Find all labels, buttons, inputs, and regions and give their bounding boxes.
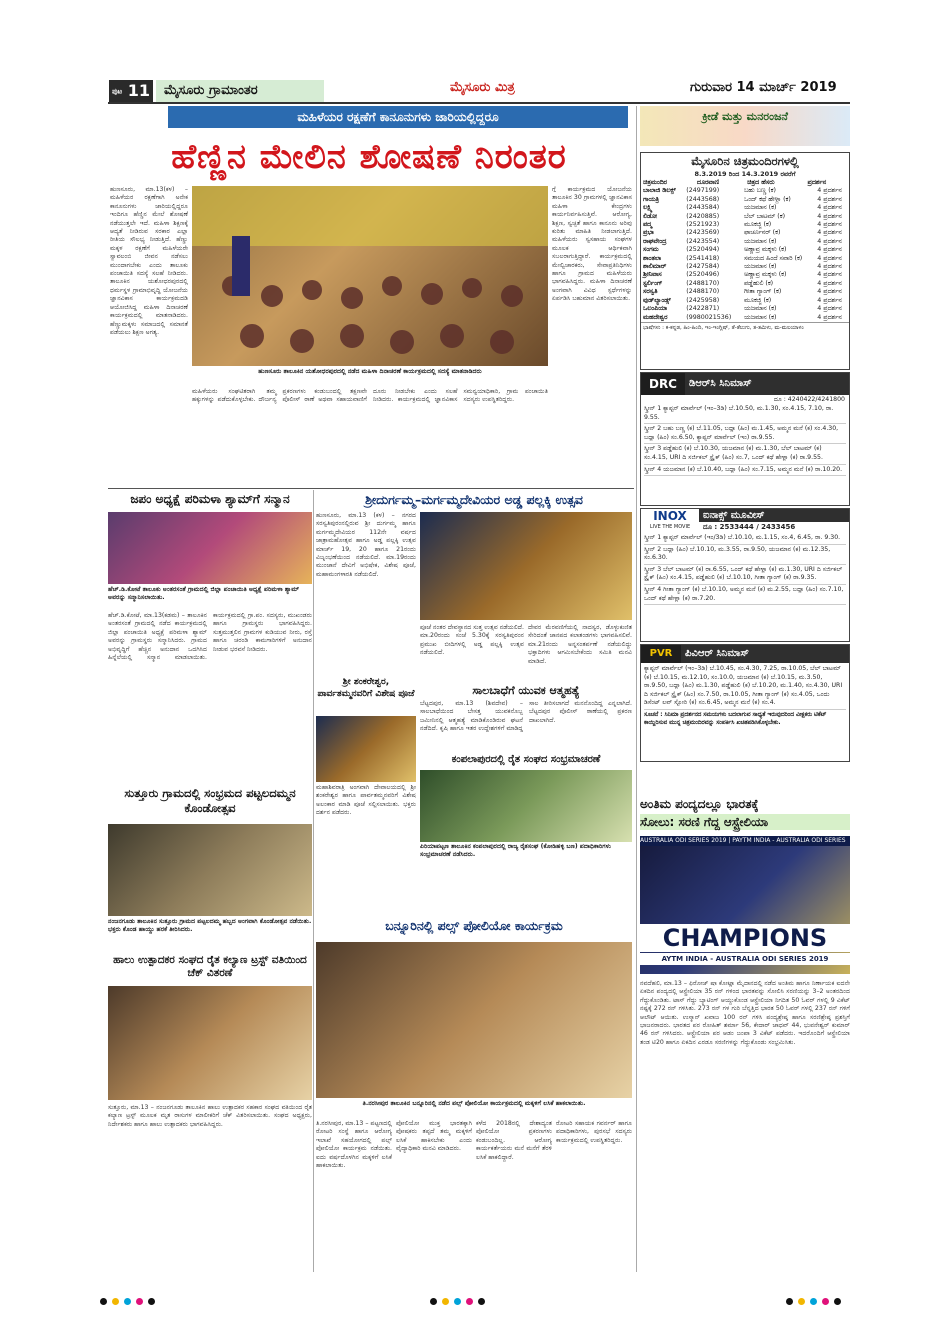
- sreedurgamma-body: ಹುಣಸೂರು, ಮಾ.13 (ಕಳ) – ನಗರದ ಸರಸ್ವತಿಪುರಂನಲ್ಲಿರುವ ಶ್ರೀ ದುರ್ಗಮ್ಮ ಹಾಗೂ ಮರ್ಗಮ್ಮದೇವಿಯರ 112ನೇ ವರ್ಷದ ಜಾತ್ರಾಮಹೋತ್ಸವ ಹಾಗೂ ಅಡ್ಡ ಪಲ್ಲಕ್ಕಿ ಉತ್ಸವ ಮಾರ್ಚ್ 19, 20 ಹಾಗೂ 21ರಂದು ವಿಜೃಂಭಣೆಯಿಂದ ನಡೆಯಲಿದೆ. ಮಾ.19ರಂದು ಮುಂಜಾನೆ ದೇವಿಗೆ ಅಭಿಷೇಕ, ವಿಶೇಷ ಪೂಜೆ, ಮಹಾಮಂಗಳಾರತಿ ನಡೆಯಲಿದೆ.: [316, 512, 416, 578]
- page-label: ಪುಟ: [111, 87, 123, 96]
- polio-headline: ಬನ್ನೂರಿನಲ್ಲಿ ಪಲ್ಸ್ ಪೋಲಿಯೋ ಕಾರ್ಯಕ್ರಮ: [385, 918, 563, 933]
- theatre-listing-title: ಮೈಸೂರಿನ ಚಿತ್ರಮಂದಿರಗಳಲ್ಲಿ: [691, 154, 799, 168]
- theatre-name: ರಾಘವೇಂದ್ರ: [643, 237, 667, 245]
- drc-logo: DRC: [641, 373, 685, 395]
- theatre-shows: 4 ಪ್ರದರ್ಶನ: [817, 204, 842, 212]
- theatre-row: [641, 221, 849, 229]
- theatre-row: [641, 288, 849, 296]
- theatre-shows: 4 ಪ್ರದರ್ಶನ: [817, 271, 842, 279]
- lead-body-bottom: ಮಹಿಳೆಯರು ಸಂಘಟಿತರಾಗಿ ತಮ್ಮ ಹಕ್ಕುಗಳನ್ನು ಪಡೆದುಕೊಳ್ಳಬೇಕು. ದೌರ್ಜನ್ಯ ಪ್ರಕರಣಗಳು ಕಂಡುಬಂದಲ್ಲಿ ತಕ್ಷಣವೇ ಪೊಲೀಸ್ ಠಾಣೆ ಅಥವಾ ಸಹಾಯವಾಣಿಗೆ ದೂರು ನೀಡಬೇಕು ಎಂದು ಸಲಹೆ ನೀಡಿದರು. ಕಾರ್ಯಕ್ರಮದಲ್ಲಿ ಜ್ಞಾನವಿಕಾಸ ಸಮನ್ವಯಾಧಿಕಾರಿ, ಗ್ರಾಮ ಪಂಚಾಯಿತಿ ಸದಸ್ಯರು ಉಪಸ್ಥಿತರಿದ್ದರು.: [192, 388, 548, 404]
- inox-logo-block: [641, 509, 699, 533]
- theatre-film: ಪಡ್ಡೆಹುಲಿ (ಕ): [743, 279, 774, 287]
- theatre-film: ಒಂದ್ ಕಥೆ ಹೇಳ್ಲಾ (ಕ): [743, 195, 791, 203]
- inox-showtime-row: ಸ್ಕ್ರೀನ್ 1 ಕ್ಯಾಪ್ಟನ್ ಮಾರ್ವೆಲ್ (ಇಂ/3ಡಿ) ಬೆ.10.10, ಮ.1.15, ಸಂ.4, 6.45, ರಾ. 9.30.: [644, 533, 846, 545]
- theatre-col-phone: ದೂರವಾಣಿ: [696, 179, 720, 186]
- cricket-headline-1: ಅಂತಿಮ ಪಂದ್ಯದಲ್ಲೂ ಭಾರತಕ್ಕೆ: [640, 797, 759, 811]
- theatre-phone: (2520494): [686, 246, 720, 254]
- theatre-row: [641, 297, 849, 305]
- theatre-shows: 4 ಪ್ರದರ್ಶನ: [817, 187, 842, 195]
- halu-body: ಸುತ್ತೂರು, ಮಾ.13 – ನಂಜನಗೂಡು ತಾಲೂಕಿನ ಹಾಲು ಉತ್ಪಾದಕರ ಸಹಕಾರ ಸಂಘದ ವತಿಯಿಂದ ರೈತ ಕಲ್ಯಾಣ ಟ್ರಸ್ಟ್ ಮೂಲಕ ಮೃತ ರಾಸುಗಳ ಮಾಲೀಕರಿಗೆ ಚೆಕ್ ವಿತರಿಸಲಾಯಿತು. ಸಂಘದ ಅಧ್ಯಕ್ಷರು, ನಿರ್ದೇಶಕರು ಹಾಗೂ ಹಾಲು ಉತ್ಪಾದಕರು ಭಾಗವಹಿಸಿದ್ದರು.: [108, 1104, 312, 1128]
- inox-tagline: LIVE THE MOVIE: [649, 524, 691, 530]
- theatre-shows: 4 ಪ್ರದರ್ಶನ: [817, 246, 842, 254]
- theatre-name: ಶಾಂತಲಾ: [643, 254, 662, 262]
- theatre-shows: 4 ಪ್ರದರ್ಶನ: [817, 237, 842, 245]
- registration-dot: [136, 1298, 143, 1305]
- suttur-headline: ಸುತ್ತೂರು ಗ್ರಾಮದಲ್ಲಿ ಸಂಭ್ರಮದ ಪಟ್ಟಲದಮ್ಮನ ಕೊಂಡೋತ್ಸವ: [124, 786, 296, 815]
- theatre-row: [641, 246, 849, 254]
- inox-showtime-row: ಸ್ಕ್ರೀನ್ 2 ಬದ್ಲಾ (ಹಿಂ) ಬೆ.10.10, ಮ.3.55, ರಾ.9.50, ಯಜಮಾನ (ಕ) ಮ.12.35, ಸಂ.6.30.: [644, 545, 846, 565]
- drc-showtime-row: ಸ್ಕ್ರೀನ್ 2 ಬಹು ಬಣ್ಣ (ಕ) ಬೆ.11.05, ಬದ್ಲಾ (ಹಿಂ) ಮ.1.45, ಅಮ್ಮನ ಮನೆ (ಕ) ಸಂ.4.30, ಬದ್ಲಾ (ಹಿಂ) ಸಂ.6.50, ಕ್ಯಾಪ್ಟನ್ ಮಾರ್ವೆಲ್ (ಇಂ) ರಾ.9.55.: [644, 424, 846, 444]
- suttur-caption: ನಂಜನಗೂಡು ತಾಲೂಕಿನ ಸುತ್ತೂರು ಗ್ರಾಮದ ಪಟ್ಟಲದಮ್ಮ ಹಬ್ಬದ ಅಂಗವಾಗಿ ಕೊಂಡೋತ್ಸವ ನಡೆಯಿತು. ಭಕ್ತರು ಕೊಂಡ ಹಾಯ್ದು ಹರಕೆ ತೀರಿಸಿದರು.: [108, 918, 312, 933]
- theatre-listing-dates: 8.3.2019 ರಿಂದ 14.3.2019 ರವರೆಗೆ: [694, 170, 796, 178]
- theatre-film: ಯಜಮಾನ (ಕ): [743, 237, 777, 245]
- registration-dot: [822, 1298, 829, 1305]
- theatre-shows: 4 ಪ್ರದರ್ಶನ: [817, 212, 842, 220]
- theatre-name: ಶಾಲಿಮಾರ್: [643, 263, 667, 271]
- theatre-rows: [641, 187, 849, 322]
- theatre-shows: 4 ಪ್ರದರ್ಶನ: [817, 313, 842, 321]
- theatre-shows: 4 ಪ್ರದರ್ಶನ: [817, 288, 842, 296]
- theatre-row: [641, 314, 849, 322]
- theatre-row: [641, 229, 849, 237]
- theatre-shows: 4 ಪ್ರದರ್ಶನ: [817, 263, 842, 271]
- sports-banner: [640, 106, 850, 146]
- registration-dot: [112, 1298, 119, 1305]
- polio-body4: ರೋಟರಿ ಸಹಾಯಕ ಗವರ್ನರ್ ಹಾಗೂ ಪದಾಧಿಕಾರಿಗಳು, ಪುರಸಭೆ ಸದಸ್ಯರು ಕಾರ್ಯಕ್ರಮದಲ್ಲಿ ಉಪಸ್ಥಿತರಿದ್ದರು.: [556, 1120, 632, 1144]
- inox-logo: INOX: [653, 509, 687, 523]
- theatre-row: [641, 213, 849, 221]
- theatre-shows: 4 ಪ್ರದರ್ಶನ: [817, 195, 842, 203]
- theatre-row: [641, 204, 849, 212]
- theatre-col-name: ಚಿತ್ರಮಂದಿರ: [643, 179, 668, 186]
- theatre-phone: (2541418): [686, 254, 720, 262]
- registration-dot: [810, 1298, 817, 1305]
- registration-dot: [124, 1298, 131, 1305]
- theatre-name: ಸಂಗಮ: [643, 246, 659, 254]
- theatre-name: ಪ್ರಭಾ: [643, 229, 654, 237]
- theatre-phone: (2443568): [686, 195, 720, 203]
- section-title: ಮೈಸೂರು ಗ್ರಾಮಾಂತರ: [156, 80, 324, 102]
- theatre-row: [641, 280, 849, 288]
- theatre-listing: [640, 152, 850, 370]
- japam-caption: ಹೆಚ್.ಡಿ.ಕೋಟೆ ತಾಲೂಕು ಅಂತರಸಂತೆ ಗ್ರಾಮದಲ್ಲಿ ಜಿಲ್ಲಾ ಪಂಚಾಯಿತಿ ಅಧ್ಯಕ್ಷೆ ಪರಿಮಳಾ ಶ್ಯಾಮ್ ಅವರನ್ನು ಸನ್ಮಾನಿಸಲಾಯಿತು.: [108, 586, 300, 601]
- inox-phone: ದೂ : 2533444 / 2433456: [703, 523, 796, 531]
- lead-kicker: ಮಹಿಳೆಯರ ರಕ್ಷಣೆಗೆ ಕಾನೂನುಗಳು ಜಾರಿಯಲ್ಲಿದ್ದರೂ: [168, 106, 628, 128]
- japam-photo: [108, 512, 312, 584]
- drc-title: ಡಿಆರ್‌ಸಿ ಸಿನಿಮಾಸ್: [685, 373, 849, 395]
- cricket-headline-2: ಸೋಲು: ಸರಣಿ ಗೆದ್ದ ಆಸ್ಟ್ರೇಲಿಯಾ: [640, 814, 850, 830]
- theatre-film: ಫಾರ್ಚೂನರ್ (ಕ): [743, 229, 781, 237]
- drc-rows: [641, 404, 849, 476]
- polio-body2: ಪೋಲಿಯೋ ಮುಕ್ತ ಭಾರತಕ್ಕಾಗಿ ಪೋಷಕರು ತಪ್ಪದೆ ತಮ್ಮ ಮಕ್ಕಳಿಗೆ ಲಸಿಕೆ ಹಾಕಿಸಬೇಕು ಎಂದು ವೈದ್ಯಾಧಿಕಾರಿ ಮನವಿ ಮಾಡಿದರು.: [396, 1120, 472, 1153]
- inox-showtime-row: ಸ್ಕ್ರೀನ್ 3 ಬೆಲ್ ಬಾಟಮ್ (ಕ) ರಾ.6.55, ಒಂದ್ ಕಥೆ ಹೇಳ್ಲಾ (ಕ) ಮ.1.30, URI ದಿ ಸರ್ಜಿಕಲ್ ಸ್ಟ್ರೈಕ್ (ಹಿಂ) ಸಂ.4.15, ಪಡ್ಡೆಹುಲಿ (ಕ) ಬೆ.10.10, ಗೀತಾ ಗ್ಯಾಂಗ್ (ಕ) ರಾ.9.35.: [644, 565, 846, 585]
- sreedurgamma-headline: ಶ್ರೀದುರ್ಗಮ್ಮ–ಮರ್ಗಮ್ಮದೇವಿಯರ ಅಡ್ಡ ಪಲ್ಲಕ್ಕಿ ಉತ್ಸವ: [365, 492, 583, 507]
- theatre-name: ಪದ್ಮ: [643, 221, 652, 229]
- theatre-film: ಯಜಮಾನ (ಕ): [743, 313, 777, 321]
- registration-dot: [834, 1298, 841, 1305]
- theatre-phone: (2420885): [686, 212, 720, 220]
- inox-rows: [641, 533, 849, 605]
- theatre-row: [641, 238, 849, 246]
- theatre-shows: 4 ಪ್ರದರ್ಶನ: [817, 279, 842, 287]
- theatre-phone: (2423554): [686, 237, 720, 245]
- drc-showtime-row: ಸ್ಕ್ರೀನ್ 3 ಪಡ್ಡೆಹುಲಿ (ಕ) ಬೆ.10.30, ಯಜಮಾನ (ಕ) ಮ.1.30, ಬೆಲ್ ಬಾಟಮ್ (ಕ) ಸಂ.4.15, URI ದಿ ಸರ್ಜಿಕಲ್ ಸ್ಟ್ರೈಕ್ (ಹಿಂ) ಸಂ.7, ಒಂದ್ ಕಥೆ ಹೇಳ್ಲಾ (ಕ) ರಾ.9.55.: [644, 444, 846, 464]
- registration-dot: [100, 1298, 107, 1305]
- lead-caption: ಹುಣಸೂರು ತಾಲೂಕಿನ ಯಶೋಧರಪುರದಲ್ಲಿ ನಡೆದ ಮಹಿಳಾ ದಿನಾಚರಣೆ ಕಾರ್ಯಕ್ರಮದಲ್ಲಿ ಸದಸ್ಯೆ ಮಾತನಾಡಿದರು: [258, 368, 482, 375]
- theatre-name: ಮಹದೇಶ್ವರ: [643, 313, 668, 321]
- registration-dot: [430, 1298, 437, 1305]
- cricket-photo: [640, 836, 850, 974]
- theatre-shows: 4 ಪ್ರದರ್ಶನ: [817, 305, 842, 313]
- drc-listing: [640, 372, 850, 506]
- raitha-caption: ಪಿರಿಯಾಪಟ್ಟಣ ತಾಲೂಕಿನ ಕಂಪಲಾಪುರದಲ್ಲಿ ರಾಜ್ಯ ರೈತಸಂಘ (ಕೋಡಿಹಳ್ಳಿ ಬಣ) ಪದಾಧಿಕಾರಿಗಳು ಸಂಭ್ರಮಾಚರಣೆ ನಡೆಸಿದರು.: [420, 843, 611, 858]
- theatre-row: [641, 255, 849, 263]
- theatre-phone: (2443584): [686, 204, 720, 212]
- print-registration-left: [100, 1290, 160, 1309]
- print-registration-right: [786, 1290, 846, 1309]
- pvr-showtime-row: ಕ್ಯಾಪ್ಟನ್ ಮಾರ್ವೆಲ್ (ಇಂ–3ಡಿ) ಬೆ.10.45, ಸಂ.4.30, 7.25, ರಾ.10.05, ಬೆಲ್ ಬಾಟಮ್ (ಕ) ಬೆ.10.15, ಮ.12.10, ಸಂ.10.0, ಯಜಮಾನ (ಕ) ಬೆ.10.15, ಮ.3.50, ರಾ.9.50, ಬದ್ಲಾ (ಹಿಂ) ಮ.1.30, ಪಡ್ಡೆಹುಲಿ (ಕ) ಬೆ.10.20, ಮ.1.40, ಸಂ.4.30, URI ದಿ ಸರ್ಜಿಕಲ್ ಸ್ಟ್ರೈಕ್ (ಹಿಂ) ಸಂ.7.50, ರಾ.10.05, ಗೀತಾ ಗ್ಯಾಂಗ್ (ಕ) ಸಂ.4.05, ಒಂದು ಡಿಸೆಂಟ್ ಲವ್ ಸ್ಟೋರಿ (ಕ) ಸಂ.6.45, ಅಮ್ಮನ ಮನೆ (ಕ) ಸಂ.4.: [644, 664, 846, 710]
- lead-headline: ಹೆಣ್ಣಿನ ಮೇಲಿನ ಶೋಷಣೆ ನಿರಂತರ: [171, 137, 567, 177]
- registration-dot: [148, 1298, 155, 1305]
- theatre-shows: 4 ಪ್ರದರ್ಶನ: [817, 221, 842, 229]
- theatre-row: [641, 196, 849, 204]
- suicide-headline: ಸಾಲಬಾಧೆಗೆ ಯುವಕ ಆತ್ಮಹತ್ಯೆ: [472, 684, 580, 697]
- registration-dot: [786, 1298, 793, 1305]
- theatre-phone: (2425958): [686, 296, 720, 304]
- japam-body: ಹೆಚ್.ಡಿ.ಕೋಟೆ, ಮಾ.13(ಕಡಮ) – ತಾಲೂಕಿನ ಅಂತರಸಂತೆ ಗ್ರಾಮದಲ್ಲಿ ನಡೆದ ಕಾರ್ಯಕ್ರಮದಲ್ಲಿ ಜಿಲ್ಲಾ ಪಂಚಾಯಿತಿ ಅಧ್ಯಕ್ಷೆ ಪರಿಮಳಾ ಶ್ಯಾಮ್ ಅವರನ್ನು ಗ್ರಾಮಸ್ಥರು ಸನ್ಮಾನಿಸಿದರು. ಗ್ರಾಮದ ಅಭಿವೃದ್ಧಿಗೆ ಹೆಚ್ಚಿನ ಅನುದಾನ ಒದಗಿಸಿದ ಹಿನ್ನೆಲೆಯಲ್ಲಿ ಸನ್ಮಾನ ಮಾಡಲಾಯಿತು. ಕಾರ್ಯಕ್ರಮದಲ್ಲಿ ಗ್ರಾ.ಪಂ. ಸದಸ್ಯರು, ಮುಖಂಡರು ಹಾಗೂ ಗ್ರಾಮಸ್ಥರು ಭಾಗವಹಿಸಿದ್ದರು. ಸುತ್ತಮುತ್ತಲಿನ ಗ್ರಾಮಗಳ ಕುಡಿಯುವ ನೀರು, ರಸ್ತೆ ಹಾಗೂ ಚರಂಡಿ ಕಾಮಗಾರಿಗಳಿಗೆ ಅನುದಾನ ನೀಡುವ ಭರವಸೆ ನೀಡಿದರು.: [108, 612, 312, 662]
- pvr-rows: [641, 663, 849, 711]
- theatre-film: ಗೀತಾ ಗ್ಯಾಂಗ್ (ಕ): [743, 288, 782, 296]
- theatre-col-shows: ಪ್ರದರ್ಶನ: [807, 179, 827, 186]
- theatre-name: ಲಿಡೋ: [643, 212, 658, 220]
- theatre-phone: (2427584): [686, 263, 720, 271]
- pvr-listing: [640, 644, 850, 762]
- pvr-logo: PVR: [641, 645, 681, 663]
- lead-body-right: ಗ್ಗೆ ಕಾರ್ಯಕ್ರಮದ ಯೋಜನೆಯ ತಾಲೂಕಿನ 30 ಗ್ರಾಮಗಳಲ್ಲಿ ಜ್ಞಾನವಿಕಾಸ ಮಹಿಳಾ ಕೇಂದ್ರಗಳು ಕಾರ್ಯನಿರ್ವಹಿಸುತ್ತಿವೆ. ಆರೋಗ್ಯ, ಶಿಕ್ಷಣ, ಸ್ವಚ್ಛತೆ ಹಾಗೂ ಕಾನೂನು ಅರಿವು ಕುರಿತು ಮಾಹಿತಿ ನೀಡಲಾಗುತ್ತಿದೆ. ಮಹಿಳೆಯರು ಸ್ವಸಹಾಯ ಸಂಘಗಳ ಮೂಲಕ ಆರ್ಥಿಕವಾಗಿ ಸಬಲರಾಗುತ್ತಿದ್ದಾರೆ. ಕಾರ್ಯಕ್ರಮದಲ್ಲಿ ಮೇಲ್ವಿಚಾರಕರು, ಸೇವಾಪ್ರತಿನಿಧಿಗಳು ಹಾಗೂ ಗ್ರಾಮದ ಮಹಿಳೆಯರು ಭಾಗವಹಿಸಿದ್ದರು. ಮಹಿಳಾ ದಿನಾಚರಣೆ ಅಂಗವಾಗಿ ವಿವಿಧ ಸ್ಪರ್ಧೆಗಳನ್ನು ಏರ್ಪಡಿಸಿ ಬಹುಮಾನ ವಿತರಿಸಲಾಯಿತು.: [552, 186, 632, 303]
- theatre-film: ಸಮಯದ ಹಿಂದೆ ಸವಾರಿ (ಕ): [743, 254, 803, 262]
- registration-dot: [454, 1298, 461, 1305]
- theatre-name: ವುಡ್‌ಲ್ಯಾಂಡ್ಸ್: [643, 296, 671, 304]
- sreedurgamma-photo: [420, 512, 632, 620]
- halu-headline: ಹಾಲು ಉತ್ಪಾದಕರ ಸಂಘದ ರೈತ ಕಲ್ಯಾಣ ಟ್ರಸ್ಟ್ ವತಿಯಿಂದ ಚೆಕ್ ವಿತರಣೆ: [113, 954, 307, 979]
- sports-banner-title: ಕ್ರೀಡೆ ಮತ್ತು ಮನರಂಜನೆ: [702, 110, 788, 123]
- theatre-row: [641, 271, 849, 279]
- page-number-value: 11: [127, 81, 151, 100]
- theatre-film: ಯಜಮಾನ (ಕ): [743, 305, 777, 313]
- theatre-phone: (2422871): [686, 305, 720, 313]
- pvr-note: ಸೂಚನೆ : ಸಿನಿಮಾ ಪ್ರದರ್ಶನದ ಸಮಯಗಳು ಬದಲಾಗುವ ಸಾಧ್ಯತೆ ಇರುವುದರಿಂದ ವೀಕ್ಷಕರು ಟಿಕೆಟ್ ಕಾಯ್ದಿರಿಸುವ ಮುನ್ನ ಚಿತ್ರಮಂದಿರವನ್ನು ಸಂಪರ್ಕಿಸಿ ಖಚಿತಪಡಿಸಿಕೊಳ್ಳಬೇಕು.: [644, 711, 827, 726]
- inox-listing: [640, 508, 850, 642]
- theatre-name: ಸ್ಟರ್ಲಿಂಗ್: [643, 279, 663, 287]
- theatre-phone: (2488170): [686, 279, 720, 287]
- section-rule: [108, 488, 634, 489]
- drc-showtime-row: ಸ್ಕ್ರೀನ್ 4 ಯಜಮಾನ (ಕ) ಬೆ.10.40, ಬದ್ಲಾ (ಹಿಂ) ಸಂ.7.15, ಅಮ್ಮನ ಮನೆ (ಕ) ರಾ.10.20.: [644, 465, 846, 477]
- theatre-phone: (2520496): [686, 271, 720, 279]
- theatre-phone: (2497199): [686, 187, 720, 195]
- sreedurgamma-body2: ಪೂಜೆ ನಂತರ ದೇವಸ್ಥಾನದ ಸುತ್ತ ಉತ್ಸವ ನಡೆಯಲಿದೆ. ಮಾ.20ರಂದು ಸಂಜೆ 5.30ಕ್ಕೆ ಸರಸ್ವತಿಪುರಂನ ಪ್ರಮುಖ ಬೀದಿಗಳಲ್ಲಿ ಅಡ್ಡ ಪಲ್ಲಕ್ಕಿ ಉತ್ಸವ ನಡೆಯಲಿದೆ.: [420, 624, 524, 657]
- theatre-phone: (9980021536): [686, 313, 732, 321]
- theatre-col-film: ಚಿತ್ರದ ಹೆಸರು: [747, 179, 775, 186]
- theatre-shows: 4 ಪ್ರದರ್ಶನ: [817, 229, 842, 237]
- page-number: [109, 80, 153, 102]
- raitha-headline: ಕಂಪಲಾಪುರದಲ್ಲಿ ರೈತ ಸಂಘದ ಸಂಭ್ರಮಾಚರಣೆ: [451, 754, 601, 765]
- theatre-phone: (2488170): [686, 288, 720, 296]
- theatre-film: ಅಣ್ಣಾವ್ರ ಮಕ್ಕಳು (ಕ): [743, 271, 787, 279]
- theatre-language-note: ಭಾಷೆಗಳು : ಕ-ಕನ್ನಡ, ಹಿಂ-ಹಿಂದಿ, ಇಂ-ಇಂಗ್ಲಿಷ್, ತೆ-ತೆಲುಗು, ತ-ತಮಿಳು, ಮ-ಮಲಯಾಳಂ: [641, 322, 849, 333]
- theatre-film: ಮೂಕಜ್ಜಿ (ಕ): [743, 296, 772, 304]
- theatre-row: [641, 187, 849, 195]
- pvr-title: ಪಿವಿಆರ್ ಸಿನಿಮಾಸ್: [681, 645, 849, 663]
- registration-dot: [466, 1298, 473, 1305]
- polio-body1: ತಿ.ನರಸೀಪುರ, ಮಾ.13 – ಪಟ್ಟಣದಲ್ಲಿ ರೋಟರಿ ಸಂಸ್ಥೆ ಹಾಗೂ ಆರೋಗ್ಯ ಇಲಾಖೆ ಸಹಯೋಗದಲ್ಲಿ ಪಲ್ಸ್ ಪೋಲಿಯೋ ಕಾರ್ಯಕ್ರಮ ನಡೆಯಿತು. ಐದು ವರ್ಷದೊಳಗಿನ ಮಕ್ಕಳಿಗೆ ಲಸಿಕೆ ಹಾಕಲಾಯಿತು.: [316, 1120, 392, 1170]
- theatre-name: ಒಲಂಪಿಯಾ: [643, 305, 668, 313]
- lead-body-left: ಹುಣಸೂರು, ಮಾ.13(ಕಳ) – ಮಹಿಳೆಯರ ರಕ್ಷಣೆಗಾಗಿ ಅನೇಕ ಕಾನೂನುಗಳು ಜಾರಿಯಲ್ಲಿದ್ದರೂ ಇಂದಿಗೂ ಹೆಣ್ಣಿನ ಮೇಲೆ ಶೋಷಣೆ ನಡೆಯುತ್ತಲೇ ಇದೆ. ಮಹಿಳಾ ಶಿಕ್ಷಣಕ್ಕೆ ಆದ್ಯತೆ ನೀಡಿರುವ ಸರಕಾರ ಎಲ್ಲಾ ರೀತಿಯ ಸೌಲಭ್ಯ ನೀಡುತ್ತಿದೆ. ಹೆಣ್ಣು ಮಕ್ಕಳ ರಕ್ಷಣೆಗೆ ಮಹಿಳೆಯರೇ ಸ್ವಾವಲಂಬಿ ಜೀವನ ನಡೆಸಲು ಮುಂದಾಗಬೇಕು ಎಂದು ತಾಲೂಕು ಪಂಚಾಯಿತಿ ಸದಸ್ಯೆ ಸಲಹೆ ನೀಡಿದರು. ತಾಲೂಕಿನ ಯಶೋಧರಪುರದಲ್ಲಿ ಧರ್ಮಸ್ಥಳ ಗ್ರಾಮಾಭಿವೃದ್ಧಿ ಯೋಜನೆಯ ಜ್ಞಾನವಿಕಾಸ ಕಾರ್ಯಕ್ರಮದಡಿ ಆಯೋಜಿಸಿದ್ದ ಮಹಿಳಾ ದಿನಾಚರಣೆ ಕಾರ್ಯಕ್ರಮದಲ್ಲಿ ಮಾತನಾಡಿದರು. ಹೆಣ್ಣುಮಕ್ಕಳು ಸಮಾಜದಲ್ಲಿ ಸಮಾನತೆ ಪಡೆಯಲು ಶಿಕ್ಷಣ ಅಗತ್ಯ.: [110, 186, 188, 336]
- registration-dot: [478, 1298, 485, 1305]
- theatre-name: ಗಾಯತ್ರಿ: [643, 195, 659, 203]
- theatre-row: [641, 305, 849, 313]
- suicide-body: ಬೆಟ್ಟದಪುರ, ಮಾ.13 (ಶಿವದೇವ) – ಸಾಲಬಾಧೆಯಿಂದ ಬೇಸತ್ತ ಯುವಕನೊಬ್ಬ ಜಮೀನಿನಲ್ಲಿ ಆತ್ಮಹತ್ಯೆ ಮಾಡಿಕೊಂಡಿರುವ ಘಟನೆ ನಡೆದಿದೆ. ಕೃಷಿ ಹಾಗೂ ಇತರ ಉದ್ದೇಶಗಳಿಗೆ ಮಾಡಿದ್ದ ಸಾಲ ತೀರಿಸಲಾಗದೆ ಮನನೊಂದಿದ್ದ ಎನ್ನಲಾಗಿದೆ. ಬೆಟ್ಟದಪುರ ಪೊಲೀಸ್ ಠಾಣೆಯಲ್ಲಿ ಪ್ರಕರಣ ದಾಖಲಾಗಿದೆ.: [420, 700, 632, 733]
- column-rule: [636, 106, 637, 1272]
- raitha-photo: [420, 770, 632, 842]
- lead-photo-figures: [192, 186, 548, 366]
- parvathamma-body: ಮಹಾಶಿವರಾತ್ರಿ ಅಂಗವಾಗಿ ದೇವಾಲಯದಲ್ಲಿ ಶ್ರೀ ಶಂಕರೇಶ್ವರ ಹಾಗೂ ಪಾರ್ವತಮ್ಮನವರಿಗೆ ವಿಶೇಷ ಅಲಂಕಾರ ಮಾಡಿ ಪೂಜೆ ಸಲ್ಲಿಸಲಾಯಿತು. ಭಕ್ತರು ದರ್ಶನ ಪಡೆದರು.: [316, 784, 416, 817]
- theatre-film: ಬೆಲ್ ಬಾಟಮ್ (ಕ): [743, 212, 786, 220]
- drc-showtime-row: ಸ್ಕ್ರೀನ್ 1 ಕ್ಯಾಪ್ಟನ್ ಮಾರ್ವೆಲ್ (ಇಂ–3ಡಿ) ಬೆ.10.50, ಮ.1.30, ಸಂ.4.15, 7.10, ರಾ. 9.55.: [644, 404, 846, 424]
- theatre-shows: 4 ಪ್ರದರ್ಶನ: [817, 296, 842, 304]
- theatre-film: ಅಣ್ಣಾವ್ರ ಮಕ್ಕಳು (ಕ): [743, 246, 787, 254]
- suttur-photo: [108, 824, 312, 916]
- brand-name: ಮೈಸೂರು ಮಿತ್ರ: [450, 80, 515, 95]
- parvathamma-headline: ಶ್ರೀ ಶಂಕರೇಶ್ವರ, ಪಾರ್ವತಮ್ಮನವರಿಗೆ ವಿಶೇಷ ಪೂಜೆ: [317, 677, 415, 699]
- theatre-name: ಲಕ್ಷ್ಮಿ: [643, 204, 653, 212]
- theatre-phone: (2423569): [686, 229, 720, 237]
- cricket-banner-top: AUSTRALIA ODI SERIES 2019 | PAYTM INDIA - AUSTRALIA ODI SERIES: [640, 836, 850, 846]
- theatre-film: ಯಜಮಾನ (ಕ): [743, 204, 777, 212]
- parvathamma-photo: [316, 716, 416, 782]
- polio-caption: ತಿ.ನರಸೀಪುರ ತಾಲೂಕಿನ ಬನ್ನೂರಿನಲ್ಲಿ ನಡೆದ ಪಲ್ಸ್ ಪೋಲಿಯೋ ಕಾರ್ಯಕ್ರಮದಲ್ಲಿ ಮಕ್ಕಳಿಗೆ ಲಸಿಕೆ ಹಾಕಲಾಯಿತು.: [362, 1100, 586, 1107]
- theatre-phone: (2521923): [686, 221, 720, 229]
- theatre-film: ಯಜಮಾನ (ಕ): [743, 263, 777, 271]
- theatre-row: [641, 263, 849, 271]
- halu-photo: [108, 986, 312, 1100]
- registration-dot: [798, 1298, 805, 1305]
- column-rule: [313, 490, 314, 1272]
- cricket-banner-bottom: AYTM INDIA - AUSTRALIA ODI SERIES 2019: [640, 953, 850, 965]
- drc-phone: ದೂ : 4240422/4241800: [773, 396, 845, 403]
- theatre-name: ಸರಸ್ವತಿ: [643, 288, 658, 296]
- inox-showtime-row: ಸ್ಕ್ರೀನ್ 4 ಗೀತಾ ಗ್ಯಾಂಗ್ (ಕ) ಬೆ.10.10, ಅಮ್ಮನ ಮನೆ (ಕ) ಮ.2.55, ಬದ್ಲಾ (ಹಿಂ) ಸಂ.7.10, ಒಂದ್ ಕಥೆ ಹೇಳ್ಲಾ (ಕ) ರಾ.7.20.: [644, 585, 846, 605]
- sreedurgamma-body3: ದೇವರ ಮೆರವಣಿಗೆಯಲ್ಲಿ ನಾದಸ್ವರ, ಡೊಳ್ಳುಕುಣಿತ ಸೇರಿದಂತೆ ಜಾನಪದ ಕಲಾತಂಡಗಳು ಭಾಗವಹಿಸಲಿವೆ. ಮಾ.21ರಂದು ಅನ್ನಸಂತರ್ಪಣೆ ನಡೆಯಲಿದ್ದು ಭಕ್ತಾದಿಗಳು ಆಗಮಿಸಬೇಕೆಂದು ಸಮಿತಿ ಮನವಿ ಮಾಡಿದೆ.: [528, 624, 632, 665]
- lead-photo: [192, 186, 548, 366]
- cricket-champions: CHAMPIONS: [640, 924, 850, 952]
- polio-photo: [316, 942, 632, 1098]
- inox-title: ಐನಾಕ್ಸ್ ಮೂವೀಸ್: [699, 509, 849, 522]
- cricket-body: ನವದೆಹಲಿ, ಮಾ.13 – ಫಿರೋಜ್ ಷಾ ಕೋಟ್ಲಾ ಮೈದಾನದಲ್ಲಿ ನಡೆದ ಅಂತಿಮ ಹಾಗೂ ನಿರ್ಣಾಯಕ ಐದನೇ ಏಕದಿನ ಪಂದ್ಯದಲ್ಲಿ ಆಸ್ಟ್ರೇಲಿಯಾ 35 ರನ್ ಗಳಿಂದ ಭಾರತವನ್ನು ಸೋಲಿಸಿ ಸರಣಿಯನ್ನು 3–2 ಅಂತರದಿಂದ ಗೆದ್ದುಕೊಂಡಿತು. ಟಾಸ್ ಗೆದ್ದು ಬ್ಯಾಟಿಂಗ್ ಆಯ್ದುಕೊಂಡ ಆಸ್ಟ್ರೇಲಿಯಾ ನಿಗದಿತ 50 ಓವರ್ ಗಳಲ್ಲಿ 9 ವಿಕೆಟ್ ನಷ್ಟಕ್ಕೆ 272 ರನ್ ಗಳಿಸಿತು. 273 ರನ್ ಗಳ ಗುರಿ ಬೆನ್ನತ್ತಿದ ಭಾರತ 50 ಓವರ್ ಗಳಲ್ಲಿ 237 ರನ್ ಗಳಿಗೆ ಆಲೌಟ್ ಆಯಿತು. ಉಸ್ಮಾನ್ ಖವಾಜ 100 ರನ್ ಗಳಿಸಿ ಪಂದ್ಯಶ್ರೇಷ್ಠ ಹಾಗೂ ಸರಣಿಶ್ರೇಷ್ಠ ಪ್ರಶಸ್ತಿಗೆ ಭಾಜನರಾದರು. ಭಾರತದ ಪರ ರೋಹಿತ್ ಶರ್ಮಾ 56, ಕೇದಾರ್ ಜಾಧವ್ 44, ಭುವನೇಶ್ವರ್ ಕುಮಾರ್ 46 ರನ್ ಗಳಿಸಿದರು. ಆಸ್ಟ್ರೇಲಿಯಾ ಪರ ಆಡಂ ಜಂಪಾ 3 ವಿಕೆಟ್ ಪಡೆದರು. ಇದರೊಂದಿಗೆ ಆಸ್ಟ್ರೇಲಿಯಾ ತಂಡ ಟಿ20 ಹಾಗೂ ಏಕದಿನ ಎರಡೂ ಸರಣಿಗಳನ್ನು ಗೆದ್ದುಕೊಂಡು ಸಂಭ್ರಮಿಸಿತು.: [640, 980, 850, 1046]
- japam-headline: ಜಪಂ ಅಧ್ಯಕ್ಷೆ ಪರಿಮಳಾ ಶ್ಯಾಮ್‌ಗೆ ಸನ್ಮಾನ: [130, 492, 290, 506]
- registration-dot: [442, 1298, 449, 1305]
- theatre-film: ಬಹು ಬಣ್ಣ (ಕ): [743, 187, 776, 195]
- polio-body3: ಕಳೆದ 2018ರಲ್ಲಿ ದೇಶಾದ್ಯಂತ ಪೋಲಿಯೋ ಪ್ರಕರಣಗಳು ಕಂಡುಬಂದಿಲ್ಲ. ಆರೋಗ್ಯ ಕಾರ್ಯಕರ್ತೆಯರು ಮನೆ ಮನೆಗೆ ತೆರಳಿ ಲಸಿಕೆ ಹಾಕಲಿದ್ದಾರೆ.: [476, 1120, 552, 1161]
- theatre-table: [641, 179, 849, 187]
- header-rule: [108, 102, 850, 104]
- theatre-shows: 4 ಪ್ರದರ್ಶನ: [817, 254, 842, 262]
- issue-date: ಗುರುವಾರ 14 ಮಾರ್ಚ್ 2019: [690, 80, 837, 95]
- print-registration-center: [430, 1290, 490, 1309]
- theatre-film: ಮೂಕಜ್ಜಿ (ಕ): [743, 221, 772, 229]
- theatre-name: ಶ್ರೀನಿವಾಸ: [643, 271, 662, 279]
- theatre-name: ಬಾಲಾಜಿ ಡಿಲಕ್ಸ್: [643, 187, 676, 195]
